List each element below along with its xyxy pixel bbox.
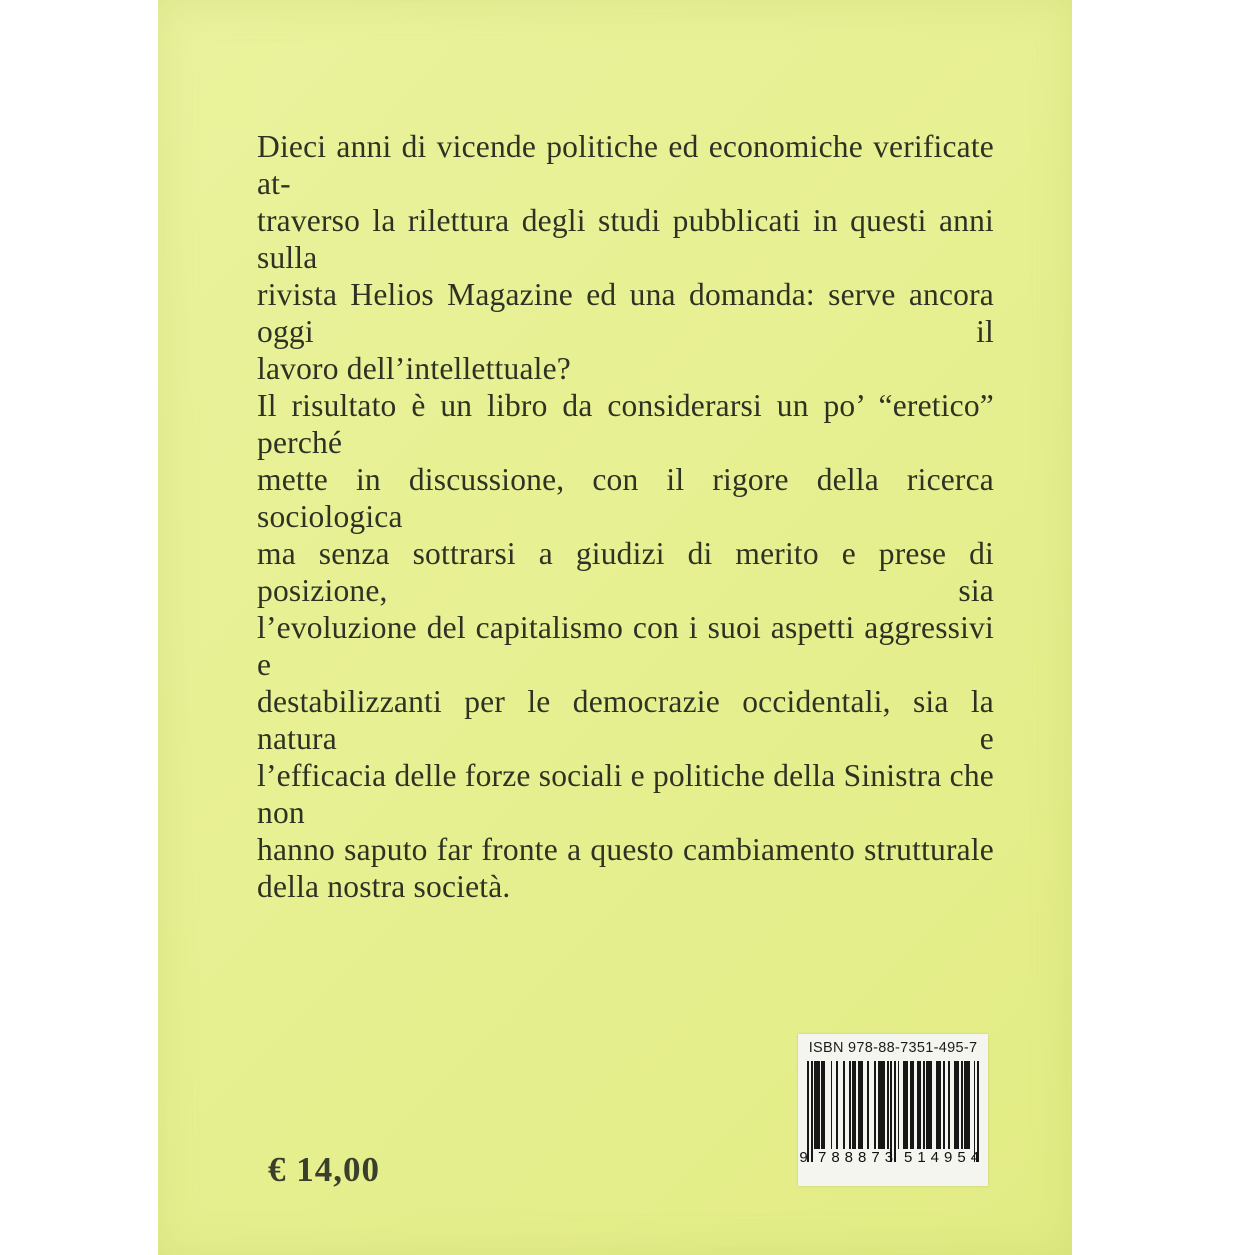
- price-label: € 14,00: [268, 1150, 380, 1189]
- blurb-line: hanno saputo far fronte a questo cambiamento strutturale: [257, 832, 994, 867]
- blurb-line: lavoro dell’intellettuale?: [257, 351, 571, 386]
- barcode-digit-first: 9: [799, 1149, 808, 1166]
- barcode-panel: [798, 1034, 988, 1186]
- blurb-line: della nostra società.: [257, 869, 511, 904]
- blurb-line: l’efficacia delle forze sociali e politiche della Sinistra che non: [257, 758, 994, 830]
- blurb-line: destabilizzanti per le democrazie occidentali, sia la natura e: [257, 684, 994, 756]
- isbn-label: ISBN 978-88-7351-495-7: [808, 1040, 978, 1056]
- book-back-cover: [158, 0, 1072, 1255]
- barcode-digits: [798, 1146, 988, 1170]
- blurb-line: Il risultato è un libro da considerarsi un po’ “eretico” perché: [257, 388, 994, 460]
- blurb-line: rivista Helios Magazine ed una domanda: serve ancora oggi il: [257, 277, 994, 349]
- blurb-line: Dieci anni di vicende politiche ed economiche verificate at-: [257, 129, 994, 201]
- blurb-line: ma senza sottrarsi a giudizi di merito e prese di posizione, sia: [257, 536, 994, 608]
- blurb-line: l’evoluzione del capitalismo con i suoi aspetti aggressivi e: [257, 610, 994, 682]
- blurb-line: mette in discussione, con il rigore della ricerca sociologica: [257, 462, 994, 534]
- barcode-digit-group-left: 788873: [813, 1149, 888, 1169]
- blurb-text: [257, 128, 994, 905]
- barcode-digit-group-right: 514954: [899, 1149, 974, 1169]
- blurb-line: traverso la rilettura degli studi pubblicati in questi anni sulla: [257, 203, 994, 275]
